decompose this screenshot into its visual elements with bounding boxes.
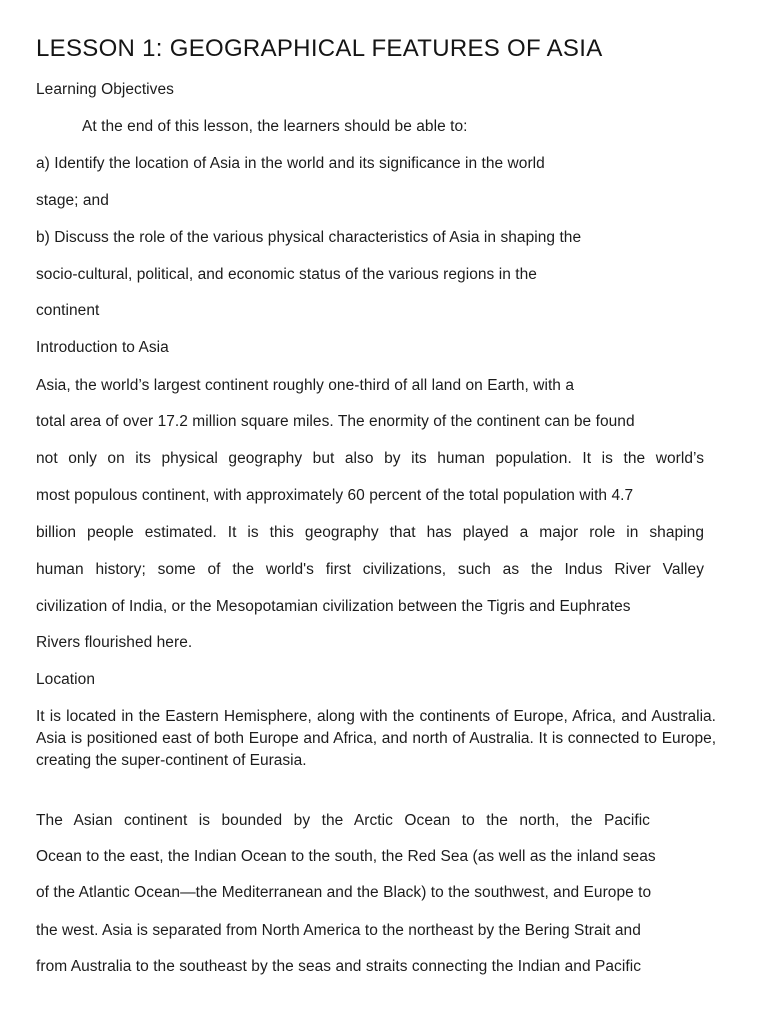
location-paragraph: It is located in the Eastern Hemisphere, along with the continents of Europe, Africa, and Australia. Asia is positioned east of both Europe and Africa, and north of Australia. It is connected to Europe, creating the super-continent of Eurasia. bbox=[36, 708, 716, 769]
intro-paragraph-line: billion people estimated. It is this geography that has played a major role in shaping bbox=[36, 524, 704, 541]
intro-paragraph-line: human history; some of the world's first civilizations, such as the Indus River Valley bbox=[36, 561, 704, 578]
intro-paragraph-line: Asia, the world’s largest continent roughly one-third of all land on Earth, with a bbox=[36, 377, 575, 394]
objective-a-line: stage; and bbox=[36, 192, 109, 209]
intro-paragraph-line: total area of over 17.2 million square miles. The enormity of the continent can be found bbox=[36, 413, 635, 430]
objective-a-line: a) Identify the location of Asia in the world and its significance in the world bbox=[36, 155, 545, 172]
bounds-paragraph-line: from Australia to the southeast by the seas and straits connecting the Indian and Pacific bbox=[36, 958, 641, 975]
intro-paragraph-line: civilization of India, or the Mesopotamian civilization between the Tigris and Euphrates bbox=[36, 598, 631, 615]
intro-heading: Introduction to Asia bbox=[36, 339, 169, 356]
bounds-paragraph-line: of the Atlantic Ocean—the Mediterranean and the Black) to the southwest, and Europe to bbox=[36, 884, 652, 901]
objective-b-line: b) Discuss the role of the various physical characteristics of Asia in shaping the bbox=[36, 229, 582, 246]
bounds-paragraph-line: The Asian continent is bounded by the Arctic Ocean to the north, the Pacific bbox=[36, 812, 650, 829]
intro-paragraph-line: Rivers flourished here. bbox=[36, 634, 193, 651]
bounds-paragraph-line: the west. Asia is separated from North America to the northeast by the Bering Strait and bbox=[36, 922, 641, 939]
objective-b-line: continent bbox=[36, 302, 100, 319]
page-title: LESSON 1: GEOGRAPHICAL FEATURES OF ASIA bbox=[36, 35, 603, 62]
objectives-intro: At the end of this lesson, the learners should be able to: bbox=[82, 118, 468, 135]
intro-paragraph-line: not only on its physical geography but also by its human population. It is the world’s bbox=[36, 450, 704, 467]
intro-paragraph-line: most populous continent, with approximately 60 percent of the total population with 4.7 bbox=[36, 487, 634, 504]
bounds-paragraph-line: Ocean to the east, the Indian Ocean to the south, the Red Sea (as well as the inland seas bbox=[36, 848, 656, 865]
objective-b-line: socio-cultural, political, and economic status of the various regions in the bbox=[36, 266, 537, 283]
location-heading: Location bbox=[36, 671, 96, 688]
objectives-heading: Learning Objectives bbox=[36, 81, 174, 98]
